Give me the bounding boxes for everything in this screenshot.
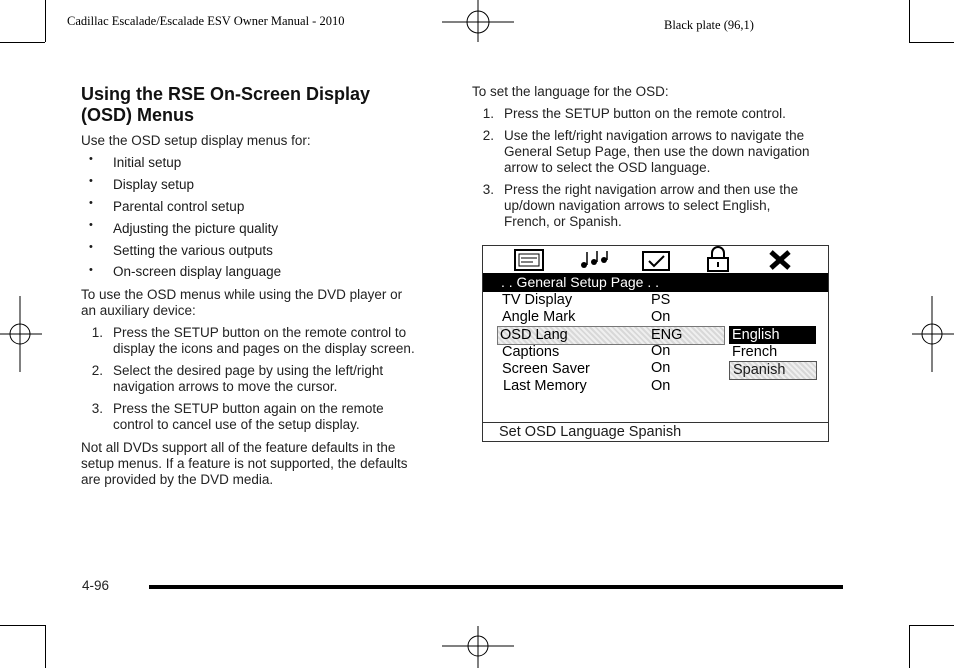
step-line: Press the SETUP button on the remote control to <box>113 325 407 340</box>
note-line: setup menus. If a feature is not supported, the defaults <box>81 456 408 471</box>
registration-mark-left <box>0 296 42 372</box>
osd-menu-row[interactable] <box>502 292 572 308</box>
section-title-line2: (OSD) Menus <box>81 105 195 125</box>
step-line: display the icons and pages on the display screen. <box>113 341 415 356</box>
note-line: Not all DVDs support all of the feature defaults in the <box>81 440 396 455</box>
osd-row-value: On <box>651 360 671 376</box>
registration-mark-top <box>440 0 516 46</box>
osd-menu-row-selected[interactable] <box>500 327 568 343</box>
plate-label: Black plate (96,1) <box>664 18 754 32</box>
step-line: control to cancel use of the setup display. <box>113 417 360 432</box>
section-title-line1: Using the RSE On-Screen Display <box>81 84 371 104</box>
step-text <box>113 363 383 395</box>
step-number: 2. <box>91 363 103 378</box>
list-item-text: Initial setup <box>113 155 182 170</box>
right-column <box>472 84 852 234</box>
bullet-icon: • <box>89 264 93 276</box>
step-number: 3. <box>91 401 103 416</box>
list-item-text: Parental control setup <box>113 199 245 214</box>
step-item <box>472 128 852 178</box>
step-number: 1. <box>482 106 494 121</box>
step-line: General Setup Page, then use the down navigation <box>504 144 810 159</box>
step-line: French, or Spanish. <box>504 214 622 229</box>
crop-mark <box>45 0 46 42</box>
osd-row-value: PS <box>651 292 671 308</box>
osd-row-label: Last Memory <box>503 378 587 394</box>
section-title <box>81 84 451 126</box>
language-option-french[interactable]: French <box>732 344 778 360</box>
page-number: 4-96 <box>82 578 110 593</box>
note-paragraph <box>81 440 407 488</box>
list-item-text: Adjusting the picture quality <box>113 221 279 236</box>
step-item <box>472 106 852 124</box>
note-line: are provided by the DVD media. <box>81 472 274 487</box>
osd-menu-row[interactable] <box>502 344 559 360</box>
bullet-icon: • <box>89 153 93 165</box>
step-line: Select the desired page by using the left/right <box>113 363 384 378</box>
osd-row-value: ENG <box>651 327 683 343</box>
step-text <box>504 182 798 230</box>
step-item <box>81 325 451 359</box>
osd-menu-row[interactable] <box>503 378 587 394</box>
step-line: up/down navigation arrows to select English, <box>504 198 771 213</box>
step-number: 3. <box>482 182 494 197</box>
exit-icon <box>767 249 793 271</box>
step-line: Press the SETUP button on the remote control. <box>504 106 786 121</box>
step-line: arrow to select the OSD language. <box>504 160 711 175</box>
osd-row-value: On <box>651 309 671 325</box>
language-option-spanish[interactable]: Spanish <box>729 361 817 380</box>
step-item <box>81 363 451 397</box>
bullet-icon: • <box>89 175 93 187</box>
registration-mark-bottom <box>440 626 516 668</box>
step-number: 1. <box>91 325 103 340</box>
crop-mark <box>909 625 954 626</box>
crop-mark <box>0 625 45 626</box>
bullet-icon: • <box>89 197 93 209</box>
step-item <box>81 401 451 435</box>
step-text <box>504 106 786 122</box>
language-option-english[interactable]: English <box>729 326 816 344</box>
osd-row-value: On <box>651 343 671 359</box>
step-number: 2. <box>482 128 494 143</box>
step-text <box>504 128 809 176</box>
osd-screen <box>482 245 829 442</box>
footer-rule <box>149 585 843 589</box>
bullet-icon: • <box>89 241 93 253</box>
osd-menu-row[interactable] <box>502 361 590 377</box>
step-line: Press the right navigation arrow and then use the <box>504 182 799 197</box>
step-line: navigation arrows to move the cursor. <box>113 379 338 394</box>
osd-status-bar <box>483 422 828 442</box>
osd-row-value: On <box>651 378 671 394</box>
osd-page-title-bar <box>483 273 828 292</box>
osd-row-label: Angle Mark <box>502 309 576 325</box>
audio-setup-icon <box>578 250 612 272</box>
crop-mark <box>909 625 910 668</box>
osd-page-title: . . General Setup Page . . <box>501 274 659 290</box>
step-item <box>472 182 852 232</box>
aux-line: To use the OSD menus while using the DVD player or <box>81 287 403 302</box>
crop-mark <box>909 42 954 43</box>
intro-text: Use the OSD setup display menus for: <box>81 133 311 148</box>
osd-row-label: OSD Lang <box>500 327 568 343</box>
osd-row-label: TV Display <box>502 292 573 308</box>
list-item-text: On-screen display language <box>113 264 282 279</box>
step-line: Press the SETUP button again on the remote <box>113 401 384 416</box>
video-setup-icon <box>641 250 673 272</box>
osd-menu-row[interactable] <box>502 309 575 325</box>
osd-row-label: Screen Saver <box>502 361 590 377</box>
bullet-icon: • <box>89 219 93 231</box>
step-line: Use the left/right navigation arrows to navigate the <box>504 128 805 143</box>
password-lock-icon <box>705 246 731 273</box>
registration-mark-right <box>912 296 954 372</box>
crop-mark <box>0 42 45 43</box>
osd-status-text: Set OSD Language Spanish <box>499 424 682 440</box>
osd-row-label: Captions <box>502 344 560 360</box>
general-setup-icon <box>513 249 547 273</box>
crop-mark <box>909 0 910 42</box>
crop-mark <box>45 625 46 668</box>
right-intro: To set the language for the OSD: <box>472 84 669 99</box>
manual-title: Cadillac Escalade/Escalade ESV Owner Manual - 2010 <box>67 14 345 28</box>
aux-paragraph <box>81 287 402 319</box>
aux-line: an auxiliary device: <box>81 303 196 318</box>
left-column <box>81 84 451 494</box>
list-item-text: Display setup <box>113 177 195 192</box>
list-item-text: Setting the various outputs <box>113 243 273 258</box>
step-text <box>113 325 415 357</box>
step-text <box>113 401 384 433</box>
